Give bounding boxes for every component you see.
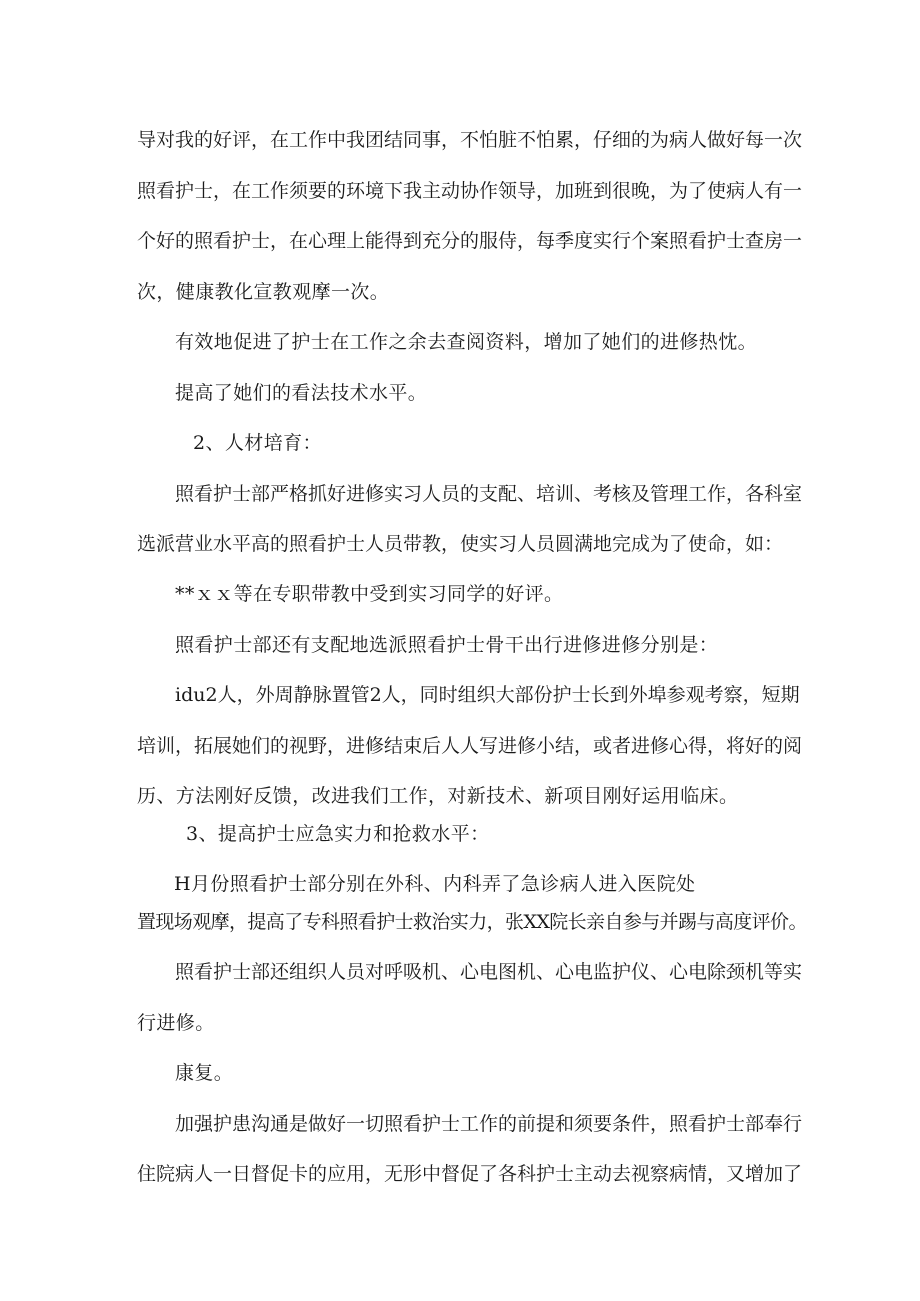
paragraph-line: 有效地促进了护士在工作之余去查阅资料，增加了她们的进修热忱。 <box>175 331 758 353</box>
paragraph-line: 行进修。 <box>137 1012 215 1034</box>
paragraph-line: 照看护士部还组织人员对呼吸机、心电图机、心电监护仪、心电除颈机等实 <box>175 961 803 983</box>
paragraph-line: 次，健康教化宣教观摩一次。 <box>137 281 390 303</box>
paragraph-line: 导对我的好评，在工作中我团结同事，不怕脏不怕累，仔细的为病人做好每一次 <box>137 129 803 151</box>
section-heading: 2、人材培育： <box>193 432 322 454</box>
section-heading: 3、提高护士应急实力和抢救水平： <box>186 823 490 845</box>
paragraph-line: 加强护患沟通是做好一切照看护士工作的前提和须要条件，照看护士部奉行 <box>175 1113 803 1135</box>
paragraph-line: 置现场观摩，提高了专科照看护士救治实力，张XX院长亲自参与并踢与高度评价。 <box>137 911 807 933</box>
paragraph-line: 照看护士，在工作须要的环境下我主动协作领导，加班到很晚，为了使病人有一 <box>137 180 803 202</box>
paragraph-line: **ｘｘ等在专职带教中受到实习同学的好评。 <box>175 583 564 605</box>
paragraph-line: 提高了她们的看法技术水平。 <box>175 382 428 404</box>
paragraph-line: H月份照看护士部分别在外科、内科弄了急诊病人进入医院处 <box>174 873 696 895</box>
paragraph-line: 选派营业水平高的照看护士人员带教，使实习人员圆满地完成为了使命，如： <box>137 533 784 555</box>
paragraph-line: 培训，拓展她们的视野，进修结束后人人写进修小结，或者进修心得，将好的阅 <box>137 735 803 757</box>
paragraph-line: 住院病人一日督促卡的应用，无形中督促了各科护士主动去视察病情，又增加了 <box>137 1163 803 1185</box>
paragraph-line: 康复。 <box>175 1062 234 1084</box>
paragraph-line: 个好的照看护士，在心理上能得到充分的服侍，每季度实行个案照看护士查房一 <box>137 230 803 252</box>
paragraph-line: 历、方法刚好反馈，改进我们工作，对新技术、新项目刚好运用临床。 <box>137 785 739 807</box>
paragraph-line: 照看护士部严格抓好进修实习人员的支配、培训、考核及管理工作，各科室 <box>175 483 803 505</box>
paragraph-line: 照看护士部还有支配地选派照看护士骨干出行进修进修分别是： <box>175 634 719 656</box>
paragraph-line: idu2人，外周静脉置管2人，同时组织大部份护士长到外埠参观考察，短期 <box>175 684 800 706</box>
